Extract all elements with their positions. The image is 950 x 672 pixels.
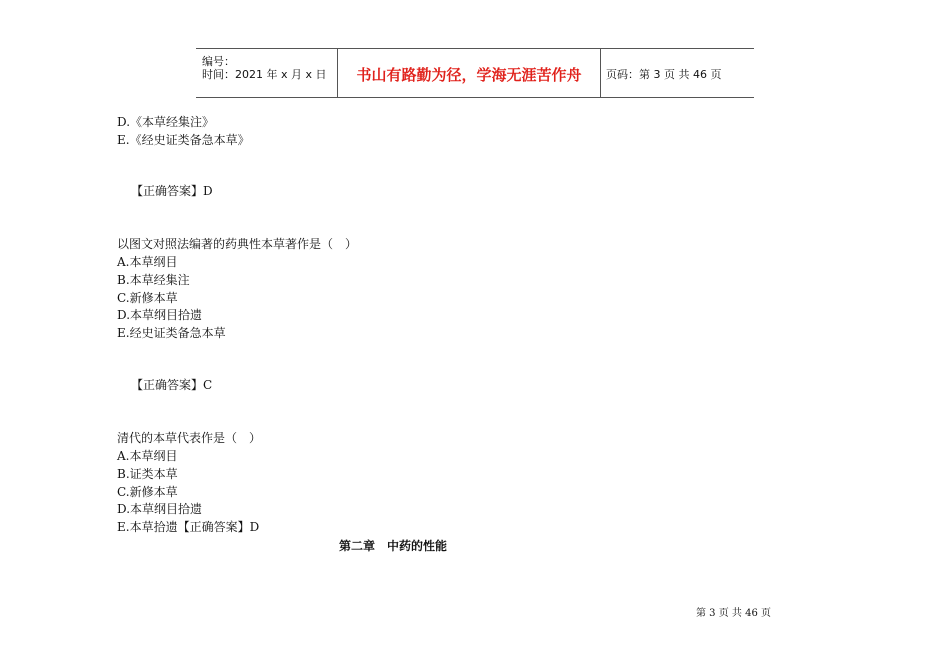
page-footer: 第 3 页 共 46 页 [696, 608, 771, 619]
option-line: E.经史证类备急本草 [117, 326, 226, 340]
header-page-cell [601, 49, 754, 97]
option-line: E.《经史证类备急本草》 [117, 133, 250, 147]
option-line: D.本草纲目拾遗 [117, 308, 203, 322]
time-line: 时间：2021 年 x 月 x 日 [202, 68, 327, 81]
option-line: E.本草拾遗【正确答案】D [117, 520, 260, 534]
page-code: 页码：第 3 页 共 46 页 [606, 68, 722, 81]
page-header [196, 48, 754, 98]
serial-label: 编号： [202, 55, 235, 68]
header-motto-cell [338, 49, 601, 97]
question-line: 以图文对照法编著的药典性本草著作是（ ） [117, 237, 358, 251]
option-line: C.新修本草 [117, 485, 178, 499]
option-line: D.本草纲目拾遗 [117, 502, 203, 516]
option-line: A.本草纲目 [117, 255, 178, 269]
header-info-cell [196, 49, 338, 97]
option-line: D.《本草经集注》 [117, 115, 215, 129]
option-line: A.本草纲目 [117, 449, 178, 463]
option-line: B.证类本草 [117, 467, 178, 481]
question-line: 清代的本草代表作是（ ） [117, 431, 262, 445]
option-line: C.新修本草 [117, 291, 178, 305]
motto-text: 书山有路勤为径，学海无涯苦作舟 [356, 66, 582, 84]
option-line: B.本草经集注 [117, 273, 190, 287]
chapter-title: 第二章 中药的性能 [339, 539, 448, 553]
answer-line: 【正确答案】C [131, 378, 213, 392]
answer-line: 【正确答案】D [131, 184, 213, 198]
